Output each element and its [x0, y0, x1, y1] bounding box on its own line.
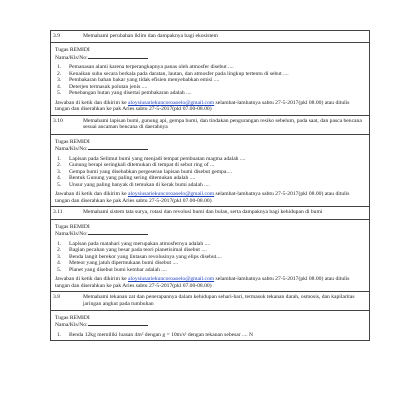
task-title: Tugas REMIDI [55, 47, 90, 54]
competency-header [51, 207, 369, 219]
question-item: 1. Pemanasan alami karena terperangkapnya panas oleh atmosfer disebut .... [57, 64, 234, 71]
name-label: Nama/Kls/No: [55, 231, 88, 238]
question-item: 3. Pembakaran bahan bakar yang tidak efisien menyebabkan emisi .... [57, 77, 220, 84]
competency-number: 3.9 [53, 33, 60, 39]
name-blank-line [88, 145, 148, 150]
name-blank-line [88, 54, 148, 59]
task-title: Tugas REMIDI [55, 223, 90, 230]
remedial-task-table [50, 30, 370, 341]
question-item: 5. Penebangan hutan yang disertai pembakaran adalah .... [57, 90, 192, 97]
name-label: Nama/Kls/No: [55, 146, 88, 153]
question-list [55, 332, 365, 339]
competency-title: Memahami sistem tata surya, rotasi dan revolusi bumi dan bulan, serta dampaknya bagi kehidupan di bumi [83, 209, 323, 216]
competency-title: Memahami tekanan zat dan penerapannya dalam kehidupan sehari-hari, termasuk tekanan darah, osmosis, dan kapilaritas jaringan angkut pada tumbuhan [83, 294, 355, 307]
question-item: 5. Planet yang disebut bumi kembar adalah .... [57, 266, 167, 273]
question-list [55, 156, 365, 189]
competency-number: 3.11 [53, 209, 63, 216]
email-link[interactable]: aloysiusariekuncoroaoelo@gmail.com [128, 191, 215, 198]
submission-note: Jawaban di ketik dan dikirim ke aloysiusariekuncoroaoelo@gmail.com selambat-lambatnya sabtu 27-5-2017(pkl 08.00) atau ditulis tangan dan diserahkan ke pak Aries sabtu 27-5-2017(pkl 07.00-08.00) [55, 191, 350, 204]
submission-note: Jawaban di ketik dan dikirim ke aloysiusariekuncoroaoelo@gmail.com selambat-lambatnya sabtu 27-5-2017(pkl 08.00) atau ditulis tangan dan diserahkan ke pak Aries sabtu 27-5-2017(pkl 07.00-08.00) [55, 276, 350, 289]
competency-header [51, 292, 369, 311]
question-item: 3. Benda langit berekor yang lintasan revolusinya yang elips disebut.... [57, 253, 222, 260]
name-label: Nama/Kls/No: [55, 54, 88, 61]
competency-header [51, 116, 369, 135]
section-3-8 [51, 292, 369, 340]
section-3-11 [51, 207, 369, 292]
name-field [55, 145, 365, 153]
submission-note: Jawaban di ketik dan dikirim ke aloysiusariekuncoroaoelo@gmail.com selambat-lambatnya sabtu 27-5-2017(pkl 08.00) atau ditulis tangan dan diserahkan ke pak Aries sabtu 27-5-2017(pkl 07.00-08.00) [55, 99, 350, 113]
email-link[interactable]: aloysiusariekuncoroaoelo@gmail.com [128, 99, 215, 106]
email-link[interactable]: aloysiusariekuncoroaoelo@gmail.com [128, 276, 215, 283]
competency-number: 3.10 [53, 117, 63, 124]
question-item: 4. Deterjen termasuk polutan jenis .... [57, 83, 148, 90]
task-body [51, 43, 369, 115]
question-item: 5. Unsur yang paling banyak di temukan di kerak bumi adalah .... [57, 181, 210, 188]
question-list [55, 241, 365, 274]
task-body [51, 311, 369, 341]
question-list [55, 64, 365, 97]
competency-number: 3.8 [53, 294, 60, 301]
task-title: Tugas REMIDI [55, 314, 90, 321]
section-3-10 [51, 116, 369, 207]
name-field [55, 54, 365, 62]
question-item: 4. Bentuk Gunung yang paling sering ditemukan adalah .... [57, 175, 196, 182]
competency-title: Memahami perubahan iklim dan dampaknya bagi ekosistem [83, 33, 218, 39]
question-item: 1. Lapisan pada Selimut bumi yang menjadi tempat pembuatan magma adalah .... [57, 155, 246, 162]
question-item: 4. Meteor yang jatuh dipermukaan bumi disebut .... [57, 260, 179, 267]
task-body [51, 220, 369, 292]
task-title: Tugas REMIDI [55, 138, 90, 145]
question-item: 2. Bagian pecahan yang besar pada teori planetisimal disebut .... [57, 247, 207, 254]
name-label: Nama/Kls/No: [55, 322, 88, 329]
question-item: 1. Benda 12kg memiliki luasan 4m² dengan g = 10m/s² dengan tekanan sebesar .... N [57, 331, 254, 338]
question-item: 1. Lapisan pada matahari yang merupakan atmosfernya adalah .... [57, 240, 211, 247]
name-blank-line [88, 230, 148, 235]
name-blank-line [88, 321, 148, 326]
name-field [55, 230, 365, 238]
question-item: 3. Gempa bumi yang disebabkan pergeseran lapisan bumi disebut gempa.... [57, 168, 233, 175]
task-body [51, 135, 369, 207]
section-3-9 [51, 31, 369, 116]
competency-header [51, 31, 369, 43]
competency-title: Memahami lapisan bumi, gunung api, gempa bumi, dan tindakan pengurangan resiko sebelum, pada saat, dan pasca bencana sesuai ancaman bencana di daerahnya [83, 117, 362, 131]
question-item: 2. Gunung berapi seringkali ditemukan di tempat di sebut ring of ... [57, 162, 215, 169]
name-field [55, 321, 365, 329]
question-item: 2. Kenaikan suhu secara berkala pada daratan, lautan, dan atmosfer pada lingkup tertentu di sebut .... [57, 70, 289, 77]
